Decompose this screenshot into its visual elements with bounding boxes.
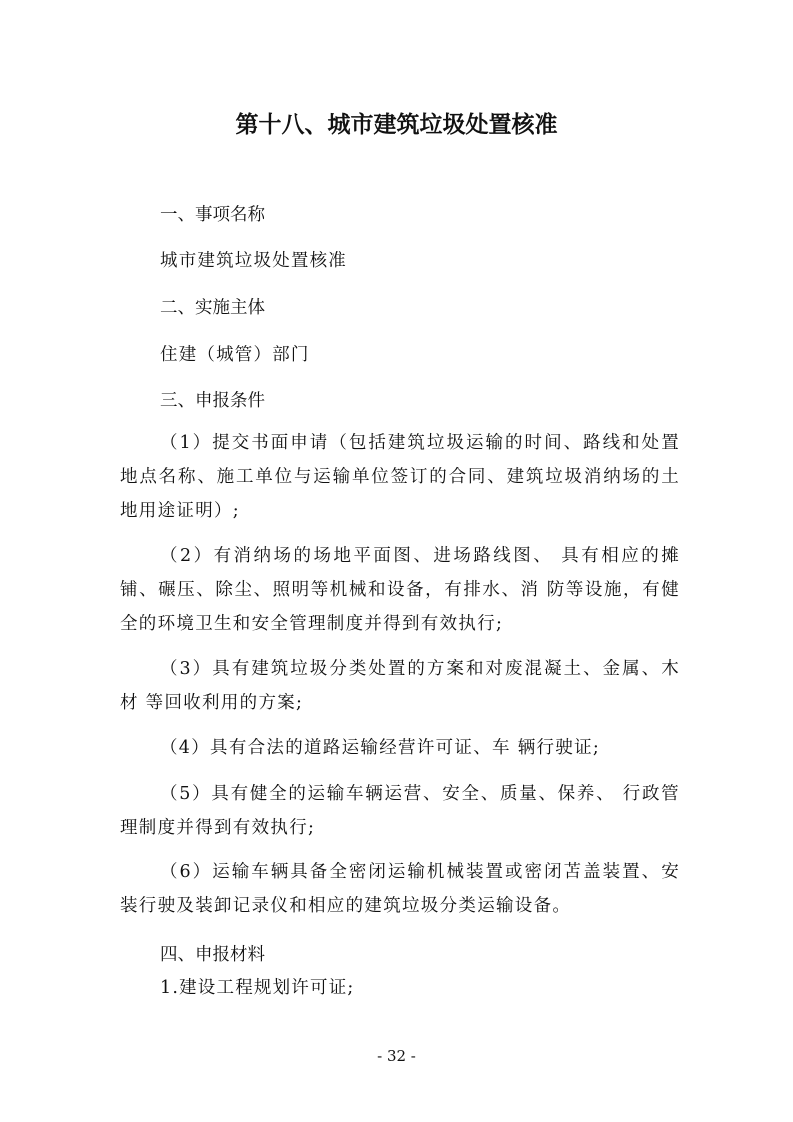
condition-item-6: （6）运输车辆具备全密闭运输机械装置或密闭苫盖装置、安装行驶及装卸记录仪和相应的建筑垃圾分类运输设备。 — [120, 862, 680, 916]
condition-item-4: （4）具有合法的道路运输经营许可证、车 辆行驶证; — [160, 738, 601, 758]
page-number: - 32 - — [377, 1047, 416, 1065]
condition-item-5: （5）具有健全的运输车辆运营、安全、质量、保养、 行政管理制度并得到有效执行; — [120, 784, 680, 838]
section-heading-subject: 二、实施主体 — [160, 298, 265, 318]
condition-item-2: （2）有消纳场的场地平面图、进场路线图、 具有相应的摊铺、碾压、除尘、照明等机械和设备，有排水、消 防等设施，有健全的环境卫生和安全管理制度并得到有效执行; — [120, 546, 680, 634]
material-item-1: 1.建设工程规划许可证; — [160, 978, 355, 998]
section-heading-item-name: 一、事项名称 — [160, 205, 265, 225]
item-name-content: 城市建筑垃圾处置核准 — [160, 251, 347, 271]
subject-content: 住建（城管）部门 — [160, 345, 310, 365]
condition-item-3: （3）具有建筑垃圾分类处置的方案和对废混凝土、金属、木材 等回收利用的方案; — [120, 659, 680, 713]
condition-item-1: （1）提交书面申请（包括建筑垃圾运输的时间、路线和处置地点名称、施工单位与运输单位签订的合同、建筑垃圾消纳场的土地用途证明）; — [120, 433, 680, 521]
section-heading-materials: 四、申报材料 — [160, 945, 265, 965]
section-heading-conditions: 三、申报条件 — [160, 391, 265, 411]
page-title: 第十八、城市建筑垃圾处置核准 — [235, 111, 558, 138]
